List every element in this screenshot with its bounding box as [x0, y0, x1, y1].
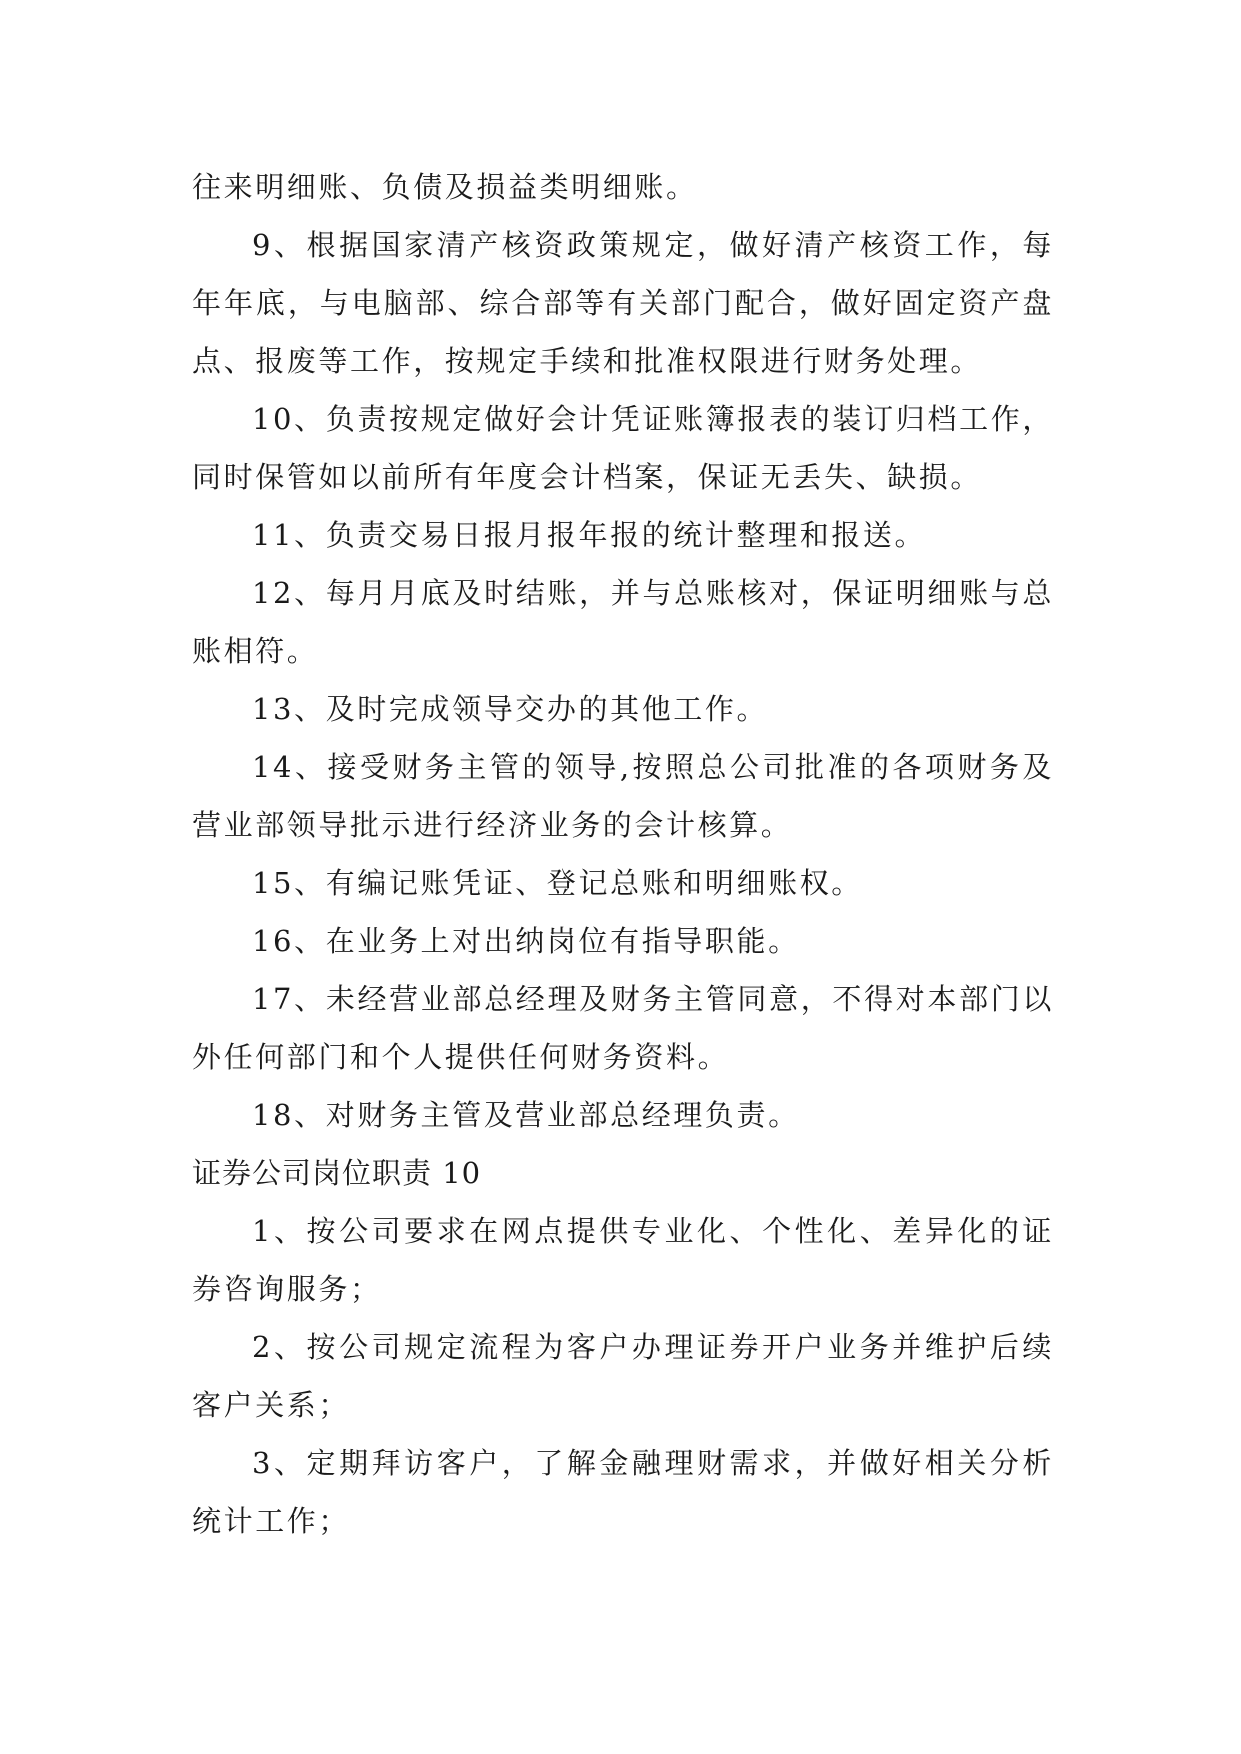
- paragraph-item-11: 11、负责交易日报月报年报的统计整理和报送。: [252, 518, 927, 552]
- paragraph-item-3: 3、定期拜访客户，了解金融理财需求，并做好相关分析统计工作；: [192, 1446, 1054, 1538]
- paragraph-item-14: 14、接受财务主管的领导,按照总公司批准的各项财务及营业部领导批示进行经济业务的会计核算。: [192, 750, 1054, 842]
- paragraph-item-1: 1、按公司要求在网点提供专业化、个性化、差异化的证券咨询服务；: [192, 1214, 1054, 1306]
- paragraph-item-16: 16、在业务上对出纳岗位有指导职能。: [252, 924, 800, 958]
- section-heading: 证券公司岗位职责 10: [192, 1156, 482, 1190]
- paragraph-continuation: 往来明细账、负债及损益类明细账。: [192, 170, 698, 204]
- paragraph-item-17: 17、未经营业部总经理及财务主管同意，不得对本部门以外任何部门和个人提供任何财务资料。: [192, 982, 1054, 1074]
- paragraph-item-9: 9、根据国家清产核资政策规定，做好清产核资工作，每年年底，与电脑部、综合部等有关部门配合，做好固定资产盘点、报废等工作，按规定手续和批准权限进行财务处理。: [192, 228, 1054, 378]
- paragraph-item-18: 18、对财务主管及营业部总经理负责。: [252, 1098, 800, 1132]
- document-body: [192, 158, 1054, 1550]
- paragraph-item-15: 15、有编记账凭证、登记总账和明细账权。: [252, 866, 863, 900]
- paragraph-item-10: 10、负责按规定做好会计凭证账簿报表的装订归档工作，同时保管如以前所有年度会计档案，保证无丢失、缺损。: [192, 402, 1054, 494]
- paragraph-item-13: 13、及时完成领导交办的其他工作。: [252, 692, 769, 726]
- paragraph-item-2: 2、按公司规定流程为客户办理证券开户业务并维护后续客户关系；: [192, 1330, 1054, 1422]
- paragraph-item-12: 12、每月月底及时结账，并与总账核对，保证明细账与总账相符。: [192, 576, 1054, 668]
